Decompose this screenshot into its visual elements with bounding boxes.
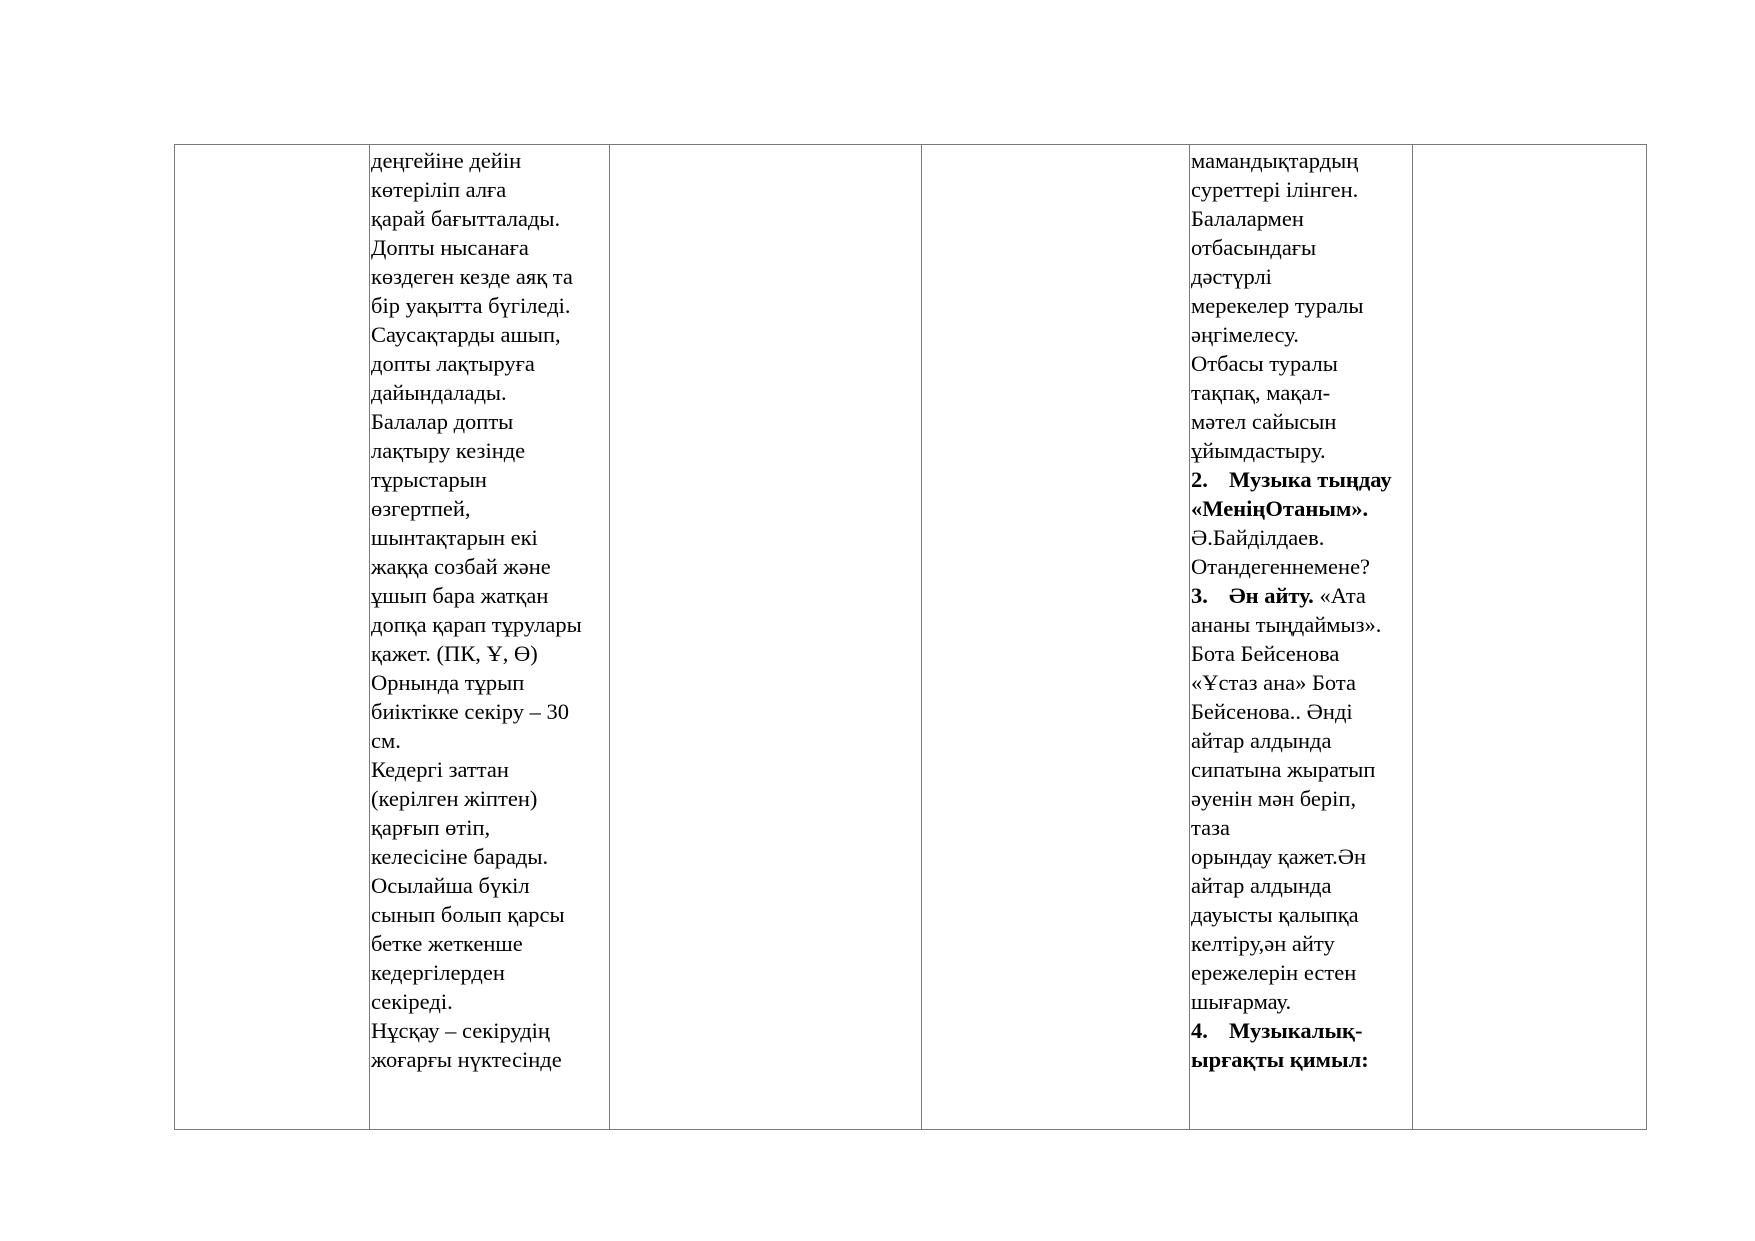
text-line: Отбасы туралы <box>1191 351 1338 376</box>
text-line: см. <box>371 728 401 753</box>
text-line: таза <box>1191 815 1230 840</box>
text-line: тақпақ, мақал- <box>1191 380 1331 405</box>
list-heading: Музыкалық- <box>1229 1018 1363 1043</box>
table-cell-col2 <box>370 145 610 1130</box>
text-line: шынтақтарын екі <box>371 525 538 550</box>
physical-exercise-text <box>370 145 609 1074</box>
text-line: дауысты қалыпқа <box>1191 902 1359 927</box>
text-line: дайындалады. <box>371 380 507 405</box>
list-number: 3. <box>1191 583 1208 608</box>
text-line: лақтыру кезінде <box>371 438 526 463</box>
text-line: айтар алдында <box>1191 873 1332 898</box>
text-line: Орнында тұрып <box>371 670 525 695</box>
text-line: суреттері ілінген. <box>1191 177 1359 202</box>
text-line: допқа қарап тұрулары <box>371 612 582 637</box>
text-line: бір уақытта бүгіледі. <box>371 293 571 318</box>
text-line: мамандықтардың <box>1191 148 1359 173</box>
text-line: тұрыстарын <box>371 467 487 492</box>
text-line: сынып болып қарсы <box>371 902 565 927</box>
list-item-rhythmic-movement <box>1191 1016 1412 1045</box>
text-line: отбасындағы <box>1191 235 1317 260</box>
table-cell-col4 <box>922 145 1190 1130</box>
text-line: шығармау. <box>1191 989 1292 1014</box>
text-line: Балалармен <box>1191 206 1304 231</box>
list-item-music-listening <box>1191 465 1412 494</box>
text-line: көтеріліп алға <box>371 177 507 202</box>
text-line: Отандегеннемене? <box>1191 554 1371 579</box>
text-line: ережелерін естен <box>1191 960 1357 985</box>
text-line: секіреді. <box>371 989 453 1014</box>
list-item-singing <box>1191 581 1412 610</box>
text-line: деңгейіне дейін <box>371 148 522 173</box>
text-line: қажет. (ПК, Ұ, Ө) <box>371 641 538 666</box>
text-line: қарғып өтіп, <box>371 815 491 840</box>
text-line: айтар алдында <box>1191 728 1332 753</box>
text-run: «Ата <box>1313 583 1366 608</box>
text-line: Допты нысанаға <box>371 235 529 260</box>
text-line: сипатына жыратып <box>1191 757 1376 782</box>
text-line: (керілген жіптен) <box>371 786 538 811</box>
text-line: дәстүрлі <box>1191 264 1272 289</box>
text-line: қарай бағытталады. <box>371 206 561 231</box>
text-line: жоғарғы нүктесінде <box>371 1047 562 1072</box>
table-cell-col3 <box>610 145 922 1130</box>
table-row <box>175 145 1647 1130</box>
text-line: көздеген кезде аяқ та <box>371 264 573 289</box>
table-cell-col6 <box>1413 145 1647 1130</box>
text-line: орындау қажет.Ән <box>1191 844 1367 869</box>
text-line: кедергілерден <box>371 960 505 985</box>
text-line: Бота Бейсенова <box>1191 641 1340 666</box>
text-line: биіктікке секіру – 30 <box>371 699 570 724</box>
text-line: мерекелер туралы <box>1191 293 1364 318</box>
music-activity-text <box>1190 145 1412 1074</box>
list-heading: Ән айту. <box>1229 583 1314 608</box>
song-title: «МенiңОтаным». <box>1191 496 1369 521</box>
text-line: ырғақты қимыл: <box>1191 1047 1369 1072</box>
list-number: 4. <box>1191 1018 1208 1043</box>
text-line: ұшып бара жатқан <box>371 583 549 608</box>
text-line: Нұсқау – секірудің <box>371 1018 550 1043</box>
lesson-plan-table <box>174 144 1647 1130</box>
text-line: ұйымдастыру. <box>1191 438 1326 463</box>
text-line: Осылайша бүкіл <box>371 873 530 898</box>
text-line: әңгімелесу. <box>1191 322 1299 347</box>
text-line: допты лақтыруға <box>371 351 535 376</box>
table-cell-col5 <box>1190 145 1413 1130</box>
text-line: келесісіне барады. <box>371 844 549 869</box>
text-line: Ә.Байділдаев. <box>1191 525 1325 550</box>
text-line: ананы тыңдаймыз». <box>1191 612 1382 637</box>
text-line: жаққа созбай және <box>371 554 551 579</box>
text-line: Кедергі заттан <box>371 757 509 782</box>
text-line: Балалар допты <box>371 409 514 434</box>
text-line: әуенін мән беріп, <box>1191 786 1357 811</box>
text-line: Саусақтарды ашып, <box>371 322 561 347</box>
text-line: «Ұстаз ана» Бота <box>1191 670 1356 695</box>
table-cell-col1 <box>175 145 370 1130</box>
text-line: келтіру,ән айту <box>1191 931 1335 956</box>
text-line: Бейсенова.. Әнді <box>1191 699 1353 724</box>
text-line: өзгертпей, <box>371 496 471 521</box>
list-number: 2. <box>1191 467 1208 492</box>
text-line: бетке жеткенше <box>371 931 523 956</box>
list-heading: Музыка тыңдау <box>1229 467 1392 492</box>
text-line: мәтел сайысын <box>1191 409 1337 434</box>
